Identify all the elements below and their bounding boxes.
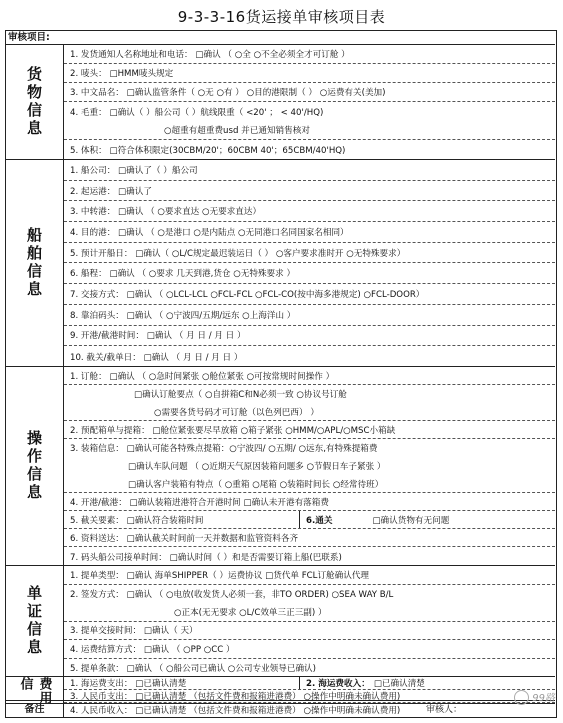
section-operation-info xyxy=(6,367,555,566)
table-row: 4. 人民币收入： □已确认清楚 （包括文件费和报箱进港费） ○操作中明确未确认费用) xyxy=(70,706,401,716)
table-row: 10. 截关/截单日： □确认 （ 月 日 / 月 日 ） xyxy=(70,352,243,363)
table-row: 3. 中转港： □确认 （ ○要求直达 ○无要求直达） xyxy=(64,201,555,222)
table-row: 6. 资料送达： □确认截关时间前一天并数据和监管资料各齐 xyxy=(64,529,555,547)
table-row: □确认车队问题 （ ○近期天气原因装箱问题多 ○节假日车子紧张 ） xyxy=(128,462,386,472)
customs-label: 6.通关 xyxy=(306,515,333,526)
section-label: 单证信息 xyxy=(6,566,64,676)
table-row: 2. 预配箱单与提箱： □舱位紧张要尽早放箱 ○箱子紧张 ○HMM/○APL/○MSC小箱缺 xyxy=(64,421,555,439)
chat-icon xyxy=(514,690,529,705)
table-row: 3. 人民币支出： □已确认清楚 （包括文件费和报箱进港费） ○操作中明确未确认费用) xyxy=(64,690,555,703)
page-title: 9-3-3-16货运接单审核项目表 xyxy=(177,8,386,26)
reviewer-label: 审核人： xyxy=(426,705,463,715)
table-row: 3. 中文品名： □确认监管条件（ ○无 ○有 ） ○目的港限制（ ） ○运费有关(美加) xyxy=(64,83,555,102)
table-cell xyxy=(300,511,449,528)
watermark-text: 99路 xyxy=(532,692,555,704)
table-cell: 1. 海运费支出： □已确认清楚 xyxy=(64,677,300,689)
table-row: 3. 提单交接时间： □确认（ 天） xyxy=(64,622,555,641)
table-row: ○超重有超重费usd 并已通知销售核对 xyxy=(64,121,555,140)
table-row: ○正本(无无要求 ○L/C效单三正三副) ） xyxy=(64,603,555,622)
freight-income-label: 2. 海运费收入： xyxy=(306,679,370,689)
table-row: 5. 体积： □符合体积限定(30CBM/20'；60CBM 40'；65CBM/40'HQ) xyxy=(70,146,346,156)
table-row xyxy=(64,677,555,690)
table-row: 3. 装箱信息： □确认可能各特殊点提箱：○宁波四/ ○五期/ ○远东,有特殊提箱费 xyxy=(70,444,378,454)
table-cell: 5. 截关要素： □确认符合装箱时间 xyxy=(64,511,300,528)
section-label: 费用信 xyxy=(6,677,64,717)
table-row: 4. 运费结算方式： □确认 （ ○PP ○CC ） xyxy=(64,640,555,659)
table-row: □确认客户装箱有特点（ ○重箱 ○尾箱 ○装箱时间长 ○经常待班） xyxy=(64,475,555,493)
table-row: □确认订舱要点（ ○自拼箱C和N必须一致 ○协议号订舱 xyxy=(134,390,347,400)
table-row: 1. 订舱： □确认 （ ○急时间紧张 ○舱位紧张 ○可按常规时间操作 ） xyxy=(64,367,555,385)
table-row: 4. 目的港： □确认 （ ○是港口 ○是内陆点 ○无同港口名同国家名相同） xyxy=(64,222,555,243)
table-row: 2. 起运港： □确认了 xyxy=(64,181,555,202)
section-label: 操作信息 xyxy=(6,367,64,565)
table-row: 8. 靠泊码头： □确认 （ ○宁波四/五期/远东 ○上海洋山 ） xyxy=(64,305,555,326)
watermark xyxy=(514,689,555,706)
section-label: 货物信息 xyxy=(6,45,64,159)
freight-income-value: □已确认清楚 xyxy=(373,679,425,689)
table-row: 5. 预计开船日： □确认（ ○L/C规定最迟装运日（ ） ○客户要求准时开 ○无特殊要求） xyxy=(64,243,555,264)
table-header: 审核项目: xyxy=(6,31,555,45)
table-row: 4. 毛重： □确认（ ）船公司（ ）航线限重（ <20' ； < 40'/HQ) xyxy=(70,107,324,118)
table-row: ○需要各货号码才可订舱（以色列巴西） ） xyxy=(64,403,555,421)
table-row: 5. 提单条款： □确认 （ ○船公司已确认 ○公司专业领导已确认) xyxy=(70,663,316,674)
section-cargo-info xyxy=(6,45,555,160)
table-row: 7. 码头船公司接单时间： □确认时间（ ）和是否需要订箱上船(巴联系) xyxy=(70,552,342,563)
remarks-row xyxy=(6,703,555,716)
table-row: 9. 开港/截港时间： □确认 （ 月 日 / 月 日 ） xyxy=(64,326,555,347)
table-cell xyxy=(300,677,425,689)
review-table xyxy=(5,30,557,718)
table-row: 1. 发货通知人名称地址和电话： □确认 （ ○全 ○不全必须全才可订舱 ） xyxy=(64,45,555,64)
table-row: 7. 交接方式： □确认 （ ○LCL-LCL ○FCL-FCL ○FCL-CO(按中海多港规定) ○FCL-DOOR） xyxy=(64,284,555,305)
table-row xyxy=(64,511,555,529)
section-vessel-info xyxy=(6,160,555,367)
table-row: 6. 船程： □确认 （ ○要求 几天到港,货仓 ○无特殊要求 ） xyxy=(64,264,555,285)
table-row: 1. 提单类型： □确认 海单SHIPPER（ ）运费协议 □货代单 FCL订舱确认代理 xyxy=(64,566,555,585)
table-row: 4. 开港/截港： □确认装箱进港符合开港时间 □确认未开港有落箱费 xyxy=(64,493,555,511)
customs-value: □确认货物有无问题 xyxy=(372,515,450,526)
table-row: 2. 唛头： □HMM唛头规定 xyxy=(64,64,555,83)
table-row: 2. 签发方式： □确认 （ ○电放(收发货人必须一套，非TO ORDER) ○SEA WAY B/L xyxy=(70,589,394,600)
remarks-label: 备注 xyxy=(6,704,64,716)
section-document-info xyxy=(6,566,555,677)
section-label: 船舶信息 xyxy=(6,160,64,366)
table-row: 1. 船公司： □确认了（ ）船公司 xyxy=(64,160,555,181)
